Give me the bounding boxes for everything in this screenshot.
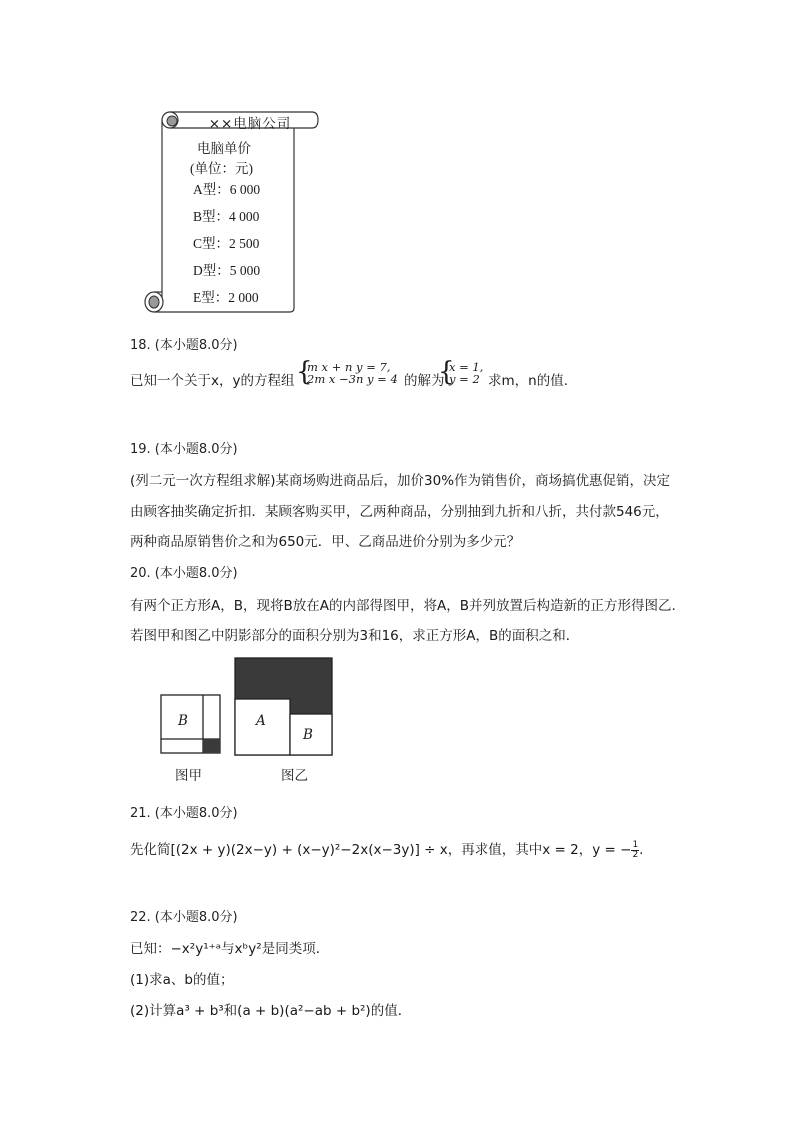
q20-line-2: 若图甲和图乙中阴影部分的面积分别为3和16，求正方形A，B的面积之和． (130, 628, 580, 644)
q21-end: . (639, 842, 644, 858)
fig-yi-label-b: B (303, 727, 313, 743)
q18-sol2: y = 2 (449, 372, 480, 386)
q21-frac-den: 2 (632, 849, 639, 860)
scroll-heading: 电脑单价 (197, 141, 251, 156)
q18-prefix: 已知一个关于x，y的方程组 (130, 373, 295, 389)
q21-expression: 先化简[(2x + y)(2x−y) + (x−y)²−2x(x−3y)] ÷ x，再求值，其中x = 2，y = − (130, 842, 632, 858)
q19-line-1: (列二元一次方程组求解)某商场购进商品后，加价30%作为销售价，商场搞优惠促销，决定 (130, 473, 671, 489)
q18-eq2: 2m x −3n y = 4 (307, 372, 398, 386)
q18-header: 18. (本小题8.0分) (130, 338, 238, 353)
scroll-unit: (单位：元) (190, 161, 253, 176)
q18-eq1: m x + n y = 7, (307, 360, 391, 374)
figure-jia (160, 694, 222, 756)
q22-line-3: (2)计算a³ + b³和(a + b)(a²−ab + b²)的值． (130, 1003, 412, 1019)
q18-brace-2: { (438, 357, 455, 387)
q18-mid: 的解为 (404, 373, 445, 389)
q21-frac-num: 1 (632, 839, 639, 850)
q22-line-1: 已知：−x²y¹⁺ᵃ与xᵇy²是同类项． (130, 941, 330, 957)
figure-yi (234, 657, 334, 757)
q19-line-2: 由顾客抽奖确定折扣．某顾客购买甲，乙两种商品，分别抽到九折和八折，共付款546元， (130, 504, 669, 520)
q21-text (130, 838, 643, 860)
q18-brace-1: { (296, 357, 313, 387)
q22-header: 22. (本小题8.0分) (130, 910, 238, 925)
q19-header: 19. (本小题8.0分) (130, 442, 238, 457)
q20-line-1: 有两个正方形A，B，现将B放在A的内部得图甲，将A，B并列放置后构造新的正方形得图乙. (130, 598, 676, 614)
fig-jia-label-b: B (178, 713, 188, 729)
q20-header: 20. (本小题8.0分) (130, 566, 238, 581)
fig-yi-caption: 图乙 (281, 768, 308, 784)
q18-suffix: 求m，n的值． (488, 373, 578, 389)
fig-jia-caption: 图甲 (175, 768, 202, 784)
q18-sol1: x = 1, (449, 360, 484, 374)
fig-yi-label-a: A (256, 713, 266, 729)
q21-fraction (631, 841, 639, 860)
scroll-item-d: D型：5 000 (193, 263, 261, 278)
q19-line-3: 两种商品原销售价之和为650元．甲、乙商品进价分别为多少元？ (130, 534, 521, 550)
scroll-item-c: C型：2 500 (193, 236, 260, 251)
q21-header: 21. (本小题8.0分) (130, 806, 238, 821)
scroll-title: ××电脑公司 (208, 116, 292, 132)
scroll-item-e: E型：2 000 (193, 290, 259, 305)
scroll-item-a: A型：6 000 (193, 182, 261, 197)
scroll-item-b: B型：4 000 (193, 209, 260, 224)
q22-line-2: (1)求a、b的值； (130, 972, 234, 988)
